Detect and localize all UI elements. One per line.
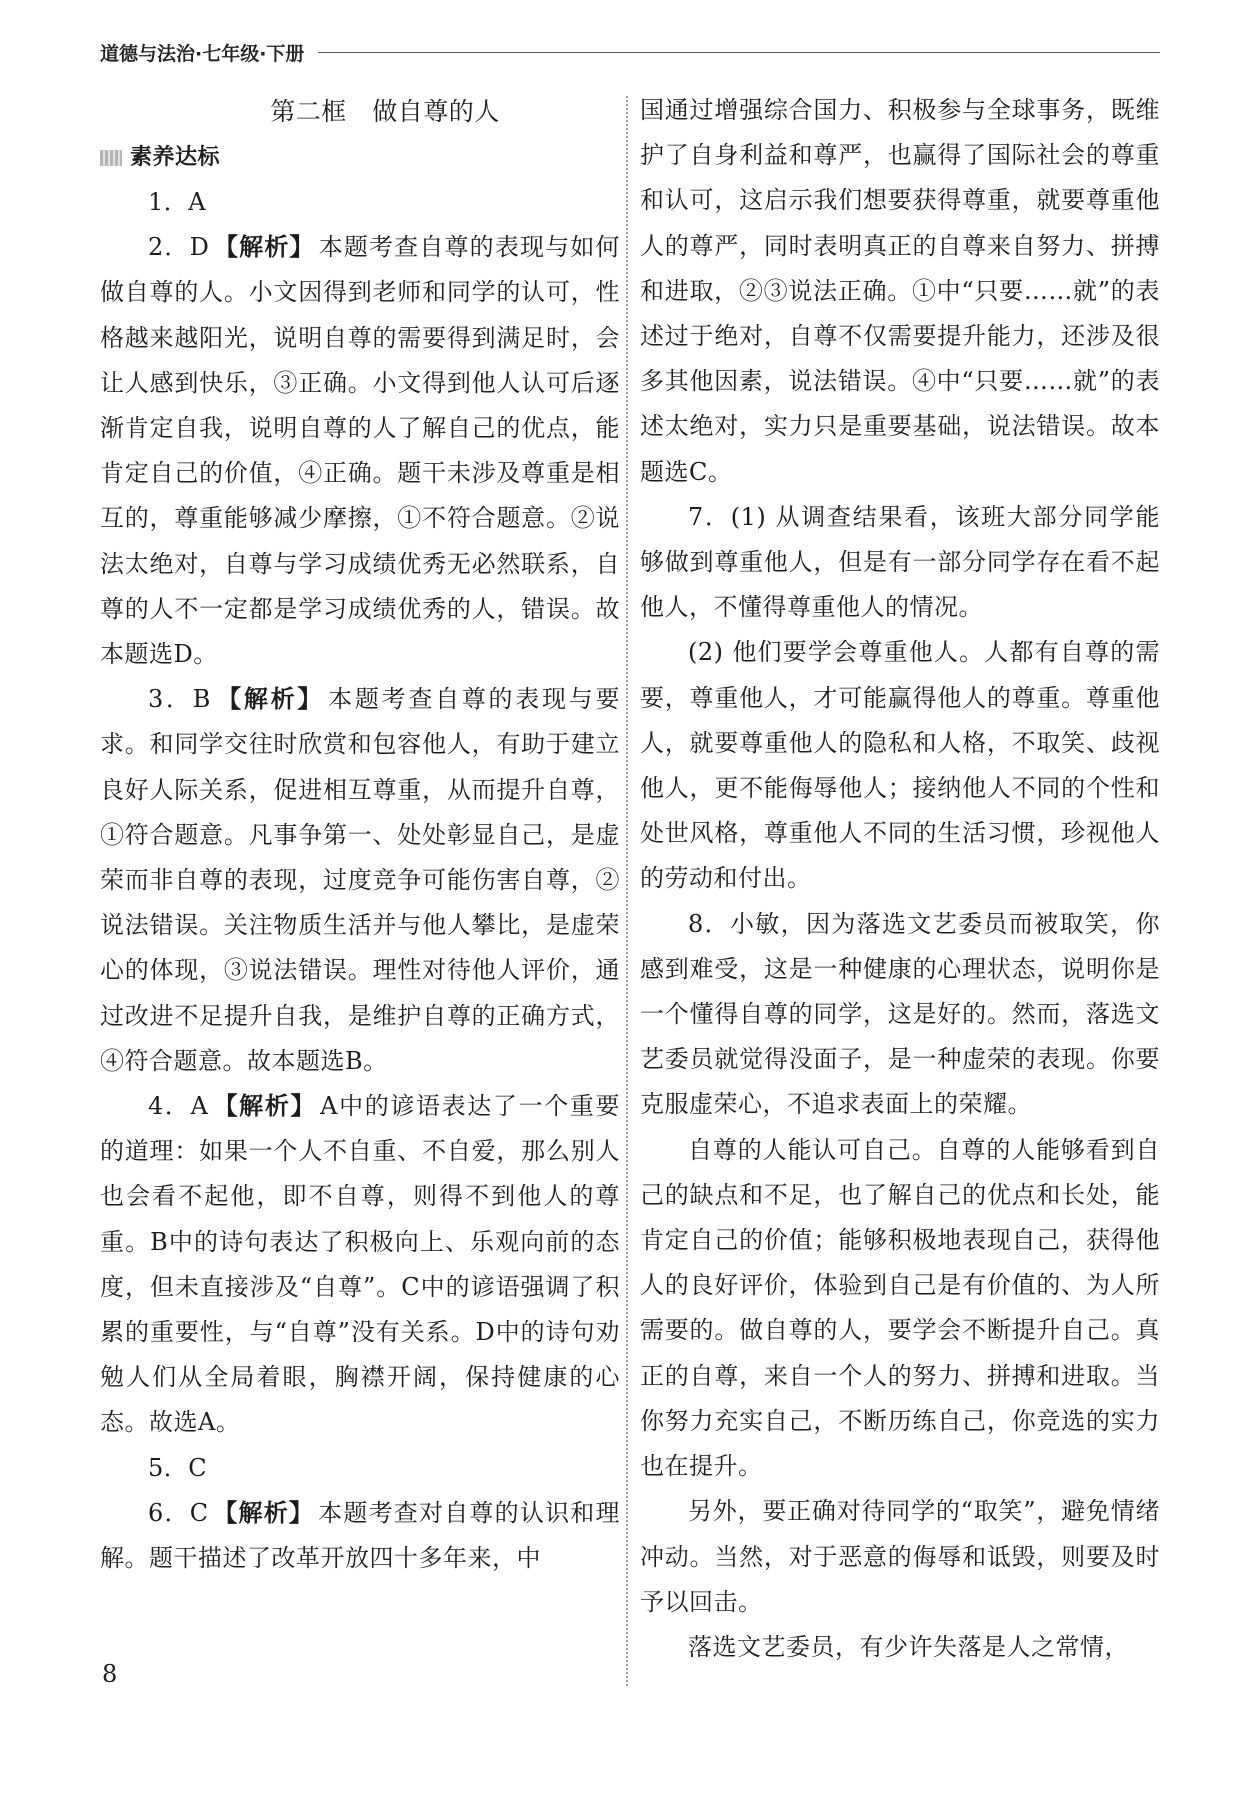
header-rule: [318, 52, 1160, 53]
analysis-tag: 【解析】: [213, 233, 315, 262]
answer-7-part-2: (2) 他们要学会尊重他人。人都有自尊的需要，尊重他人，才可能赢得他人的尊重。尊重他人，就要尊重他人的隐私和人格，不取笑、歧视他人，更不能侮辱他人；接纳他人不同的个性和处世风格，尊重他人不同的生活习惯，珍视他人的劳动和付出。: [640, 638, 1160, 893]
paragraph-last: 落选文艺委员，有少许失落是人之常情，: [688, 1632, 1129, 1661]
answer-6: 6．C 【解析】 本题考查对自尊的认识和理解。题干描述了改革开放四十多年来，中: [100, 1498, 620, 1573]
analysis-tag: 【解析】: [212, 1092, 317, 1121]
section-heading-text: 素养达标: [130, 145, 221, 170]
answer-1: 1．A: [148, 188, 207, 216]
page-number: 8: [102, 1660, 118, 1688]
answer-4: 4．A 【解析】 A中的谚语表达了一个重要的道理：如果一个人不自重、不自爱，那么别人也会看不起他，即不自尊，则得不到他人的尊重。B中的诗句表达了积极向上、乐观向前的态度，但未直接涉及“自尊”。C中的谚语强调了积累的重要性，与“自尊”没有关系。D中的诗句劝勉人们从全局着眼，胸襟开阔，保持健康的心态。故选A。: [100, 1092, 620, 1437]
section-marker-icon: [100, 150, 122, 166]
answer-3: 3．B 【解析】 本题考查自尊的表现与要求。和同学交往时欣赏和包容他人，有助于建立良好人际关系，促进相互尊重，从而提升自尊，①符合题意。凡事争第一、处处彰显自己，是虚荣而非自尊的表现，过度竞争可能伤害自尊，②说法错误。关注物质生活并与他人攀比，是虚荣心的体现，③说法错误。理性对待他人评价，通过改进不足提升自我，是维护自尊的正确方式，④符合题意。故本题选B。: [100, 685, 621, 1075]
answer-5: 5．C: [148, 1453, 208, 1482]
paragraph-self-respect: 自尊的人能认可自己。自尊的人能够看到自己的缺点和不足，也了解自己的优点和长处，能肯定自己的价值；能够积极地表现自己，获得他人的良好评价，体验到自己是有价值的、为人所需要的。做自尊的人，要学会不断提升自己。真正的自尊，来自一个人的努力、拼搏和进取。当你努力充实自己，不断历练自己，你竞选的实力也在提升。: [640, 1135, 1160, 1481]
right-column: [640, 88, 1160, 1693]
answer-6-continued: 国通过增强综合国力、积极参与全球事务，既维护了自身利益和尊严，也赢得了国际社会的尊重和认可，这启示我们想要获得尊重，就要尊重他人的尊严，同时表明真正的自尊来自努力、拼搏和进取，②③说法正确。①中“只要……就”的表述过于绝对，自尊不仅需要提升能力，还涉及很多其他因素，说法错误。④中“只要……就”的表述太绝对，实力只是重要基础，说法错误。故本题选C。: [640, 96, 1160, 486]
left-column: [100, 88, 620, 1693]
analysis-tag: 【解析】: [214, 685, 325, 714]
analysis-tag: 【解析】: [212, 1498, 315, 1527]
lesson-title: 第二框 做自尊的人: [270, 97, 500, 126]
answer-8: 8．小敏，因为落选文艺委员而被取笑，你感到难受，这是一种健康的心理状态，说明你是一个懂得自尊的同学，这是好的。然而，落选文艺委员就觉得没面子，是一种虚荣的表现。你要克服虚荣心，不追求表面上的荣耀。: [640, 909, 1160, 1119]
answer-2: 2．D 【解析】 本题考查自尊的表现与如何做自尊的人。小文因得到老师和同学的认可，性格越来越阳光，说明自尊的需要得到满足时，会让人感到快乐，③正确。小文得到他人认可后逐渐肯定自我，说明自尊的人了解自己的优点，能肯定自己的价值，④正确。题干未涉及尊重是相互的，尊重能够减少摩擦，①不符合题意。②说法太绝对，自尊与学习成绩优秀无必然联系，自尊的人不一定都是学习成绩优秀的人，错误。故本题选D。: [100, 233, 621, 669]
section-heading: [100, 136, 620, 180]
running-header: [100, 36, 1160, 68]
answer-7-part-1: 7．(1) 从调查结果看，该班大部分同学能够做到尊重他人，但是有一部分同学存在看不起他人，不懂得尊重他人的情况。: [640, 502, 1160, 622]
column-divider: [626, 96, 628, 1686]
book-title: 道德与法治·七年级·下册: [100, 42, 305, 65]
paragraph-handle-teasing: 另外，要正确对待同学的“取笑”，避免情绪冲动。当然，对于恶意的侮辱和诋毁，则要及时予以回击。: [640, 1497, 1160, 1616]
